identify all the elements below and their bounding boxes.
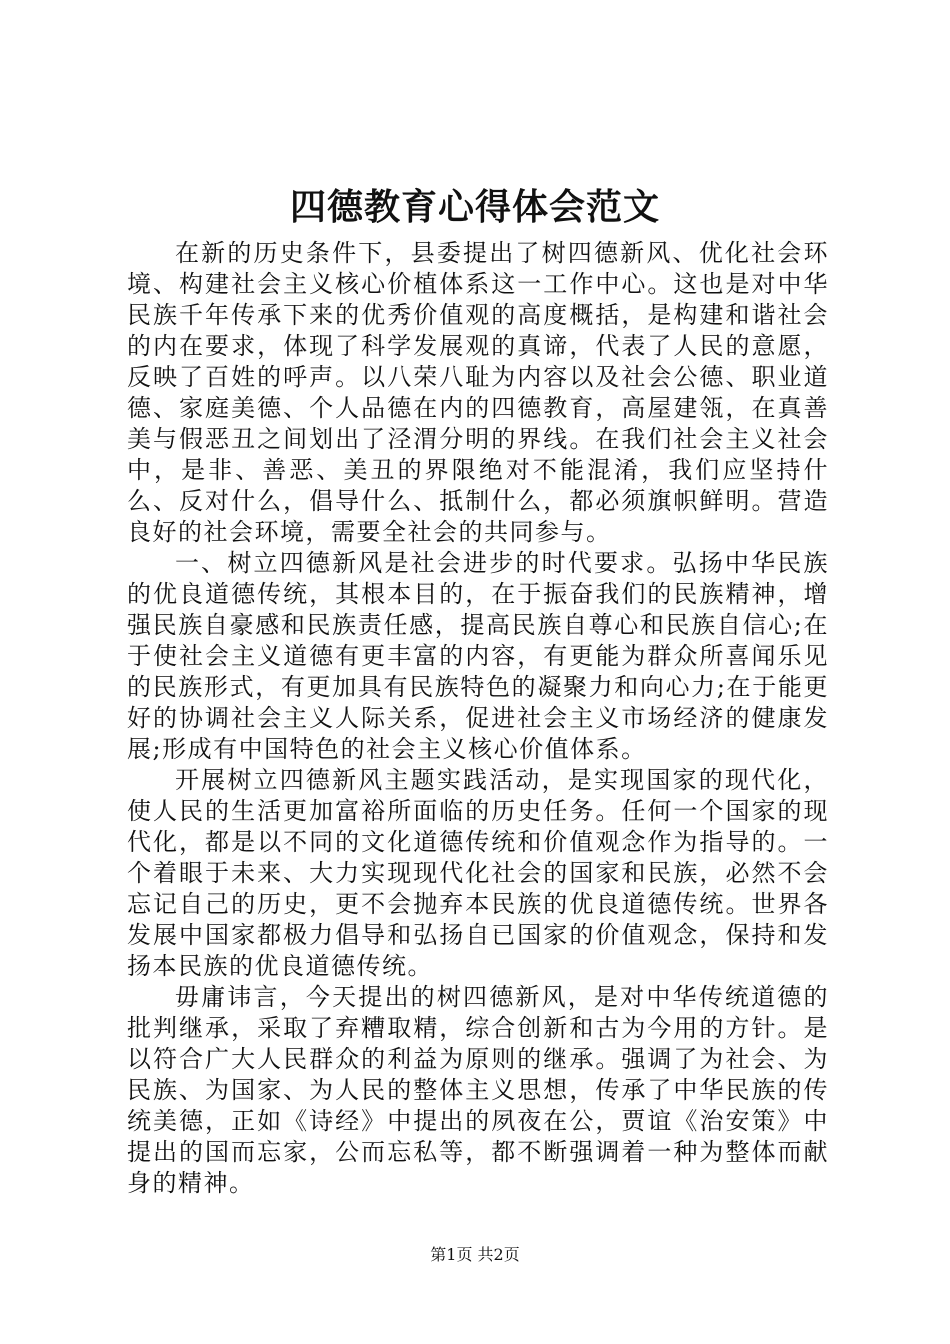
paragraph-modernization: 开展树立四德新风主题实践活动，是实现国家的现代化，使人民的生活更加富裕所面临的历史任务。任何一个国家的现代化，都是以不同的文化道德传统和价值观念作为指导的。一个着眼于未来、大力实现现代化社会的国家和民族，必然不会忘记自己的历史，更不会抛弃本民族的优良道德传统。世界各发展中国家都极力倡导和弘扬自已国家的价值观念，保持和发扬本民族的优良道德传统。: [127, 766, 829, 980]
paragraph-intro: 在新的历史条件下，县委提出了树四德新风、优化社会环境、构建社会主义核心价植体系这一工作中心。这也是对中华民族千年传承下来的优秀价值观的高度概括，是构建和谐社会的内在要求，体现了科学发展观的真谛，代表了人民的意愿，反映了百姓的呼声。以八荣八耻为内容以及社会公德、职业道德、家庭美德、个人品德在内的四德教育，高屋建瓴，在真善美与假恶丑之间划出了泾渭分明的界线。在我们社会主义社会中，是非、善恶、美丑的界限绝对不能混淆，我们应坚持什么、反对什么，倡导什么、抵制什么，都必须旗帜鲜明。营造良好的社会环境，需要全社会的共同参与。: [127, 239, 829, 546]
document-body: [127, 238, 829, 1199]
document-title: 四德教育心得体会范文: [289, 187, 660, 228]
paragraph-inheritance: 毋庸讳言，今天提出的树四德新风，是对中华传统道德的批判继承，采取了弃糟取精，综合创新和古为今用的方针。是以符合广大人民群众的利益为原则的继承。强调了为社会、为民族、为国家、为人民的整体主义思想，传承了中华民族的传统美德，正如《诗经》中提出的夙夜在公，贾谊《治安策》中提出的国而忘家，公而忘私等，都不断强调着一种为整体而献身的精神。: [127, 983, 829, 1197]
page-number-footer: 第1页 共2页: [430, 1245, 520, 1264]
paragraph-section-one: 一、树立四德新风是社会进步的时代要求。弘扬中华民族的优良道德传统，其根本目的，在于振奋我们的民族精神，增强民族自豪感和民族责任感，提高民族自尊心和民族自信心;在于使社会主义道德有更丰富的内容，有更能为群众所喜闻乐见的民族形式，有更加具有民族特色的凝聚力和向心力;在于能更好的协调社会主义人际关系，促进社会主义市场经济的健康发展;形成有中国特色的社会主义核心价值体系。: [127, 549, 829, 763]
